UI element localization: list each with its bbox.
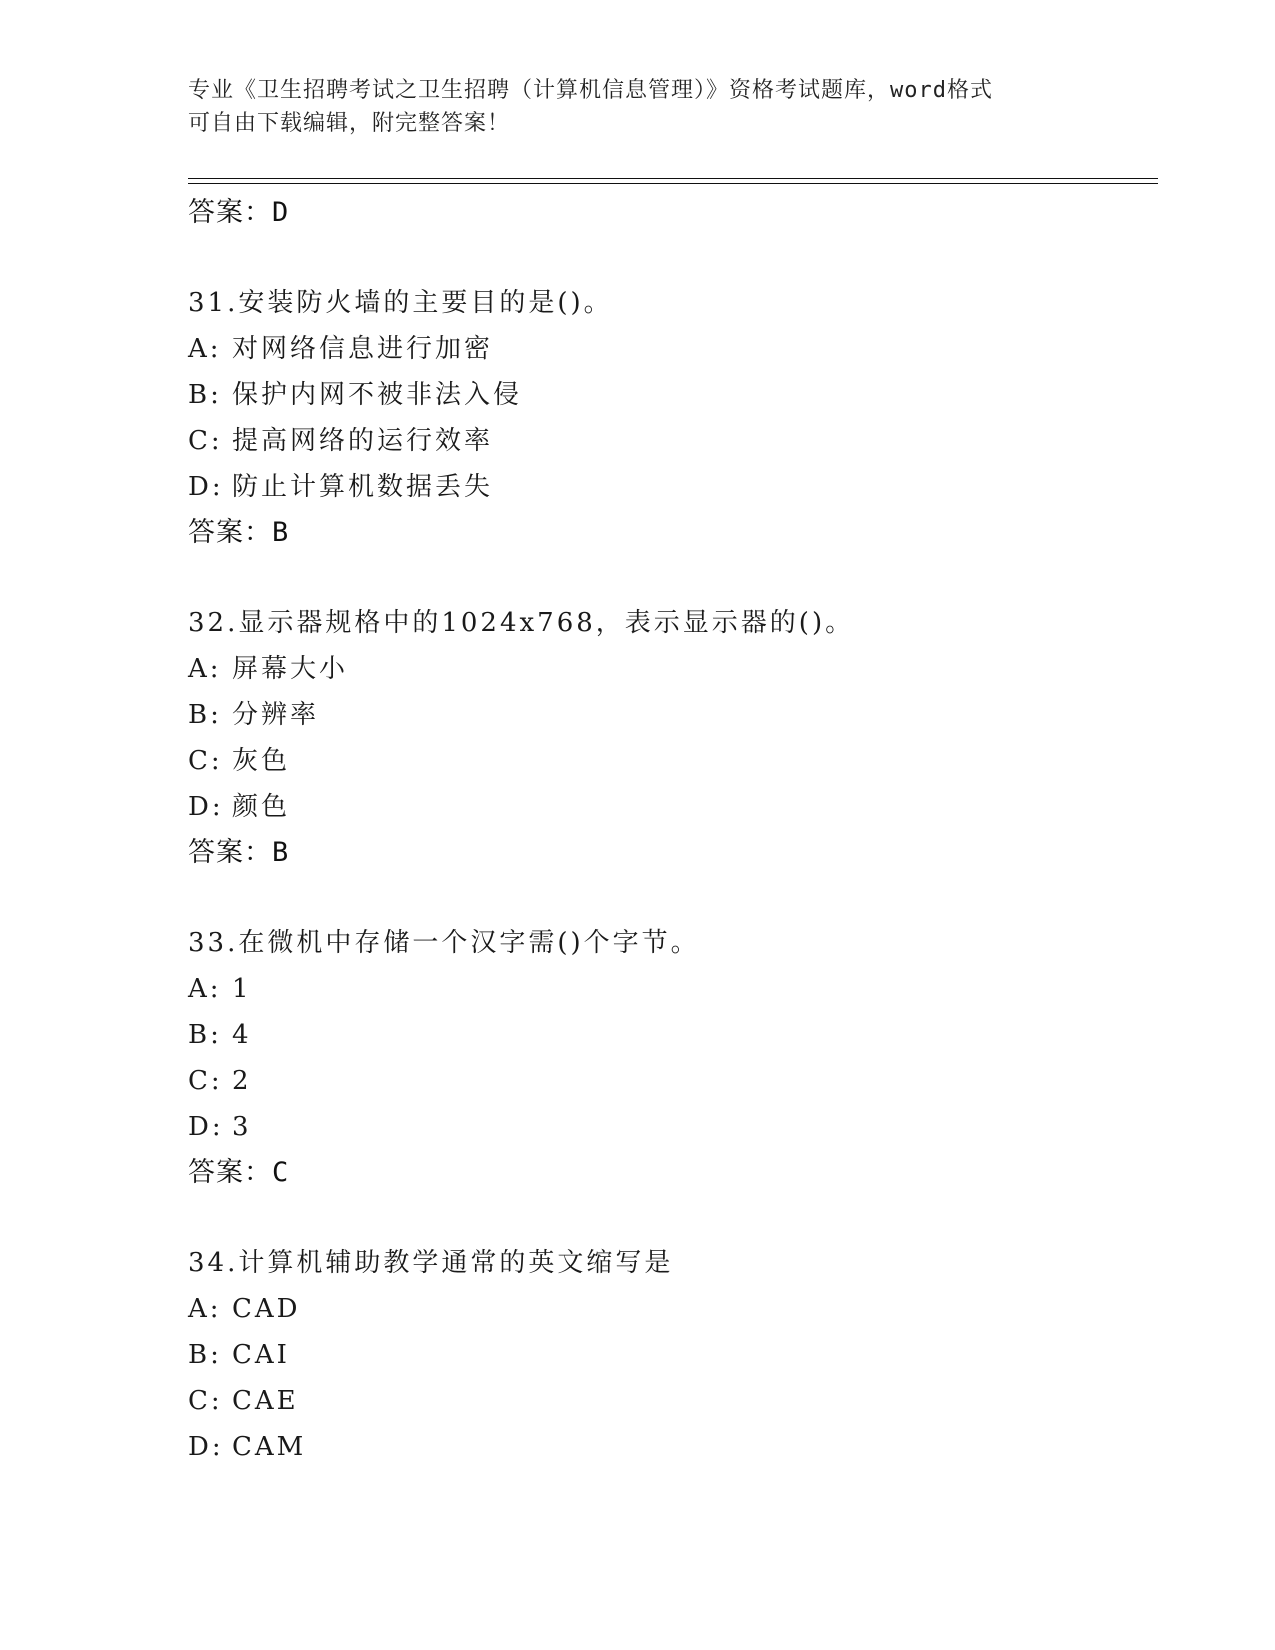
question-text: 31.安装防火墙的主要目的是()。 (188, 288, 613, 318)
option-b (188, 1332, 1158, 1378)
option-c (188, 738, 1158, 784)
option-label: D: (188, 1112, 224, 1142)
question-32 (188, 600, 1158, 876)
question-33 (188, 920, 1158, 1196)
option-d (188, 464, 1158, 510)
option-text: CAE (232, 1386, 299, 1416)
header-rule-top (188, 178, 1158, 179)
question-34 (188, 1240, 1158, 1470)
option-label: A: (188, 974, 222, 1004)
answer: 答案：B (188, 837, 290, 868)
option-a (188, 1286, 1158, 1332)
option-label: A: (188, 1294, 222, 1324)
option-text: 4 (232, 1020, 252, 1050)
option-text: CAI (232, 1340, 290, 1370)
option-text: 3 (232, 1112, 252, 1142)
option-label: C: (188, 1066, 223, 1096)
option-text: 颜色 (232, 792, 291, 822)
option-label: B: (188, 700, 222, 730)
option-d (188, 784, 1158, 830)
option-text: 对网络信息进行加密 (232, 334, 494, 364)
option-b (188, 692, 1158, 738)
question-list (188, 190, 1158, 1470)
option-b (188, 372, 1158, 418)
option-label: C: (188, 1386, 223, 1416)
answer: 答案：C (188, 1157, 290, 1188)
option-b (188, 1012, 1158, 1058)
option-text: 防止计算机数据丢失 (232, 472, 494, 502)
header-line-1: 专业《卫生招聘考试之卫生招聘（计算机信息管理）》资格考试题库，word格式 (188, 78, 993, 103)
option-text: 1 (232, 974, 252, 1004)
question-text: 34.计算机辅助教学通常的英文缩写是 (188, 1248, 674, 1278)
option-text: 分辨率 (232, 700, 320, 730)
option-text: 保护内网不被非法入侵 (232, 380, 523, 410)
question-text: 32.显示器规格中的1024x768，表示显示器的()。 (188, 608, 855, 638)
option-c (188, 418, 1158, 464)
option-label: B: (188, 1340, 222, 1370)
option-text: 屏幕大小 (232, 654, 349, 684)
option-label: C: (188, 746, 223, 776)
option-a (188, 646, 1158, 692)
option-label: A: (188, 334, 222, 364)
option-label: C: (188, 426, 223, 456)
option-label: D: (188, 1432, 224, 1462)
option-text: 灰色 (232, 746, 291, 776)
header-rule-bottom (188, 183, 1158, 184)
option-label: D: (188, 792, 224, 822)
option-label: D: (188, 472, 224, 502)
option-text: 2 (232, 1066, 252, 1096)
option-d (188, 1424, 1158, 1470)
option-a (188, 966, 1158, 1012)
previous-answer: 答案：D (188, 197, 290, 228)
option-text: CAD (232, 1294, 301, 1324)
option-text: 提高网络的运行效率 (232, 426, 494, 456)
option-d (188, 1104, 1158, 1150)
option-c (188, 1378, 1158, 1424)
option-label: A: (188, 654, 222, 684)
option-c (188, 1058, 1158, 1104)
document-header (188, 74, 1088, 140)
answer: 答案：B (188, 517, 290, 548)
option-a (188, 326, 1158, 372)
option-label: B: (188, 380, 222, 410)
option-text: CAM (232, 1432, 307, 1462)
header-line-2: 可自由下载编辑，附完整答案！ (188, 111, 511, 136)
question-text: 33.在微机中存储一个汉字需()个字节。 (188, 928, 700, 958)
question-31 (188, 280, 1158, 556)
option-label: B: (188, 1020, 222, 1050)
